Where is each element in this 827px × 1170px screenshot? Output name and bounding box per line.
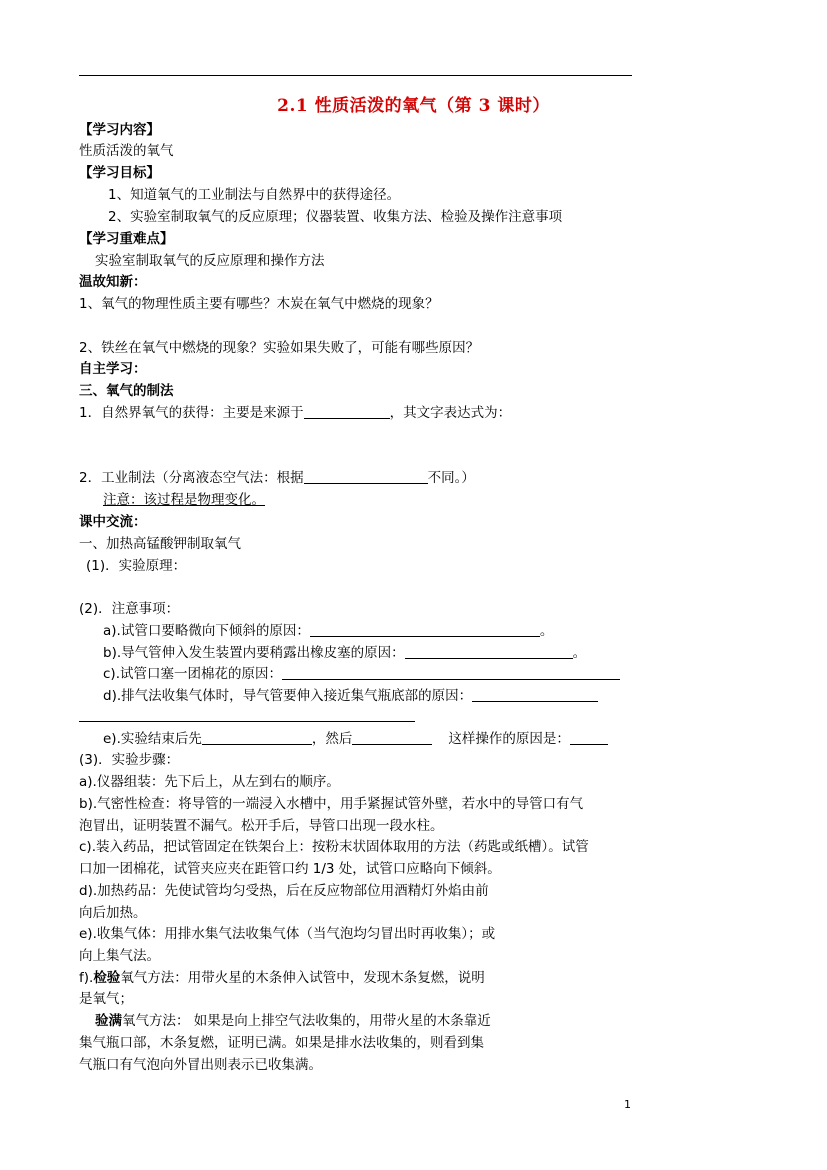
goals-heading: 【学习目标】 [79,165,160,181]
step-f-prefix: f). [79,970,94,986]
review-question-2: 2、铁丝在氧气中燃烧的现象？实验如果失败了，可能有哪些原因？ [79,340,480,356]
step-f-text: 氧气方法：用带火星的木条伸入试管中，发现木条复燃，说明 [120,970,485,986]
step-b-line-2: 泡冒出，证明装置不漏气。松开手后，导管口出现一段水柱。 [79,818,444,834]
steps-heading: (3)．实验步骤： [79,752,180,768]
goal-1: 1、知道氧气的工业制法与自然界中的获得途径。 [108,187,401,203]
goal-2: 2、实验室制取氧气的反应原理；仪器装置、收集方法、检验及操作注意事项 [108,209,563,225]
industry-note: 注意：该过程是物理变化。 [103,492,265,508]
header-rule [79,75,632,76]
nature-text-b: ，其文字表达式为： [389,405,512,421]
nature-source-blank[interactable] [304,404,390,419]
industry-blank[interactable] [304,469,428,484]
note-e-first-blank[interactable] [202,730,312,745]
note-d-text: d).排气法收集气体时，导气管要伸入接近集气瓶底部的原因： [103,688,473,704]
note-d-line [103,687,598,705]
step-f-bold: 检验 [93,970,121,986]
industry-text-b: 不同。） [427,470,475,486]
note-c-blank[interactable] [282,665,620,680]
self-study-heading: 自主学习： [79,361,147,377]
note-b-line [103,644,586,662]
review-question-1: 1、氧气的物理性质主要有哪些？木炭在氧气中燃烧的现象？ [79,296,439,312]
note-b-text: b).导气管伸入发生装置内要稍露出橡皮塞的原因： [103,645,405,661]
page-title: 2.1 性质活泼的氧气（第 3 课时） [277,96,550,116]
note-e-reason-blank[interactable] [570,730,608,745]
section-3-heading: 三、氧气的制法 [79,383,174,399]
note-e-text-2: ，然后 [311,731,353,747]
full-check-bold: 验满 [95,1013,122,1029]
class-heading: 课中交流： [79,514,147,530]
content-heading: 【学习内容】 [79,122,160,138]
note-e-line [103,730,608,748]
step-a: a).仪器组装：先下后上，从左到右的顺序。 [79,774,340,790]
note-b-blank[interactable] [405,644,573,659]
note-d-continuation-blank[interactable] [79,721,415,722]
note-e-text-3: 这样操作的原因是： [448,731,570,747]
note-c-line [103,665,620,683]
note-c-text: c).试管口塞一团棉花的原因： [103,666,282,682]
note-a-blank[interactable] [310,622,540,637]
step-c-line-1: c).装入药品，把试管固定在铁架台上：按粉末状固体取用的方法（药匙或纸槽）。试管 [79,839,589,855]
note-e-then-blank[interactable] [352,730,432,745]
content-text: 性质活泼的氧气 [79,143,174,159]
step-f-line-1 [79,969,485,987]
step-b-line-1: b).气密性检查：将导管的一端浸入水槽中，用手紧握试管外壁，若水中的导管口有气 [79,796,584,812]
note-b-period: 。 [572,645,587,661]
principle-label: (1)．实验原理： [86,558,187,574]
nature-text-a: 1．自然界氧气的获得：主要是来源于 [79,405,304,421]
note-d-blank[interactable] [472,687,598,702]
industry-text-a: 2．工业制法（分离液态空气法：根据 [79,470,304,486]
industry-line [79,469,475,487]
step-c-line-2: 口加一团棉花，试管夹应夹在距管口约 1/3 处，试管口应略向下倾斜。 [79,861,501,877]
note-e-text-1: e).实验结束后先 [103,731,202,747]
notes-heading: (2)．注意事项： [79,601,180,617]
note-a-line [103,622,553,640]
note-a-period: 。 [539,623,554,639]
step-e-line-1: e).收集气体：用排水集气法收集气体（当气泡均匀冒出时再收集）；或 [79,926,496,942]
full-check-text: 氧气方法： 如果是向上排空气法收集的，用带火星的木条靠近 [122,1013,491,1029]
full-check-line-2: 集气瓶口部，木条复燃，证明已满。如果是排水法收集的，则看到集 [79,1035,484,1051]
step-d-line-1: d).加热药品：先使试管均匀受热，后在反应物部位用酒精灯外焰由前 [79,883,489,899]
step-f-line-2: 是氧气； [79,991,133,1007]
keypoints-text: 实验室制取氧气的反应原理和操作方法 [95,253,325,269]
note-a-text: a).试管口要略微向下倾斜的原因： [103,623,310,639]
method-heading: 一、加热高锰酸钾制取氧气 [79,536,241,552]
step-d-line-2: 向后加热。 [79,905,147,921]
full-check-line-1 [95,1012,491,1030]
review-heading: 温故知新： [79,274,147,290]
page-number: 1 [624,1098,631,1111]
nature-oxygen-line [79,404,511,422]
step-e-line-2: 向上集气法。 [79,948,160,964]
keypoints-heading: 【学习重难点】 [79,231,174,247]
full-check-line-3: 气瓶口有气泡向外冒出则表示已收集满。 [79,1057,322,1073]
